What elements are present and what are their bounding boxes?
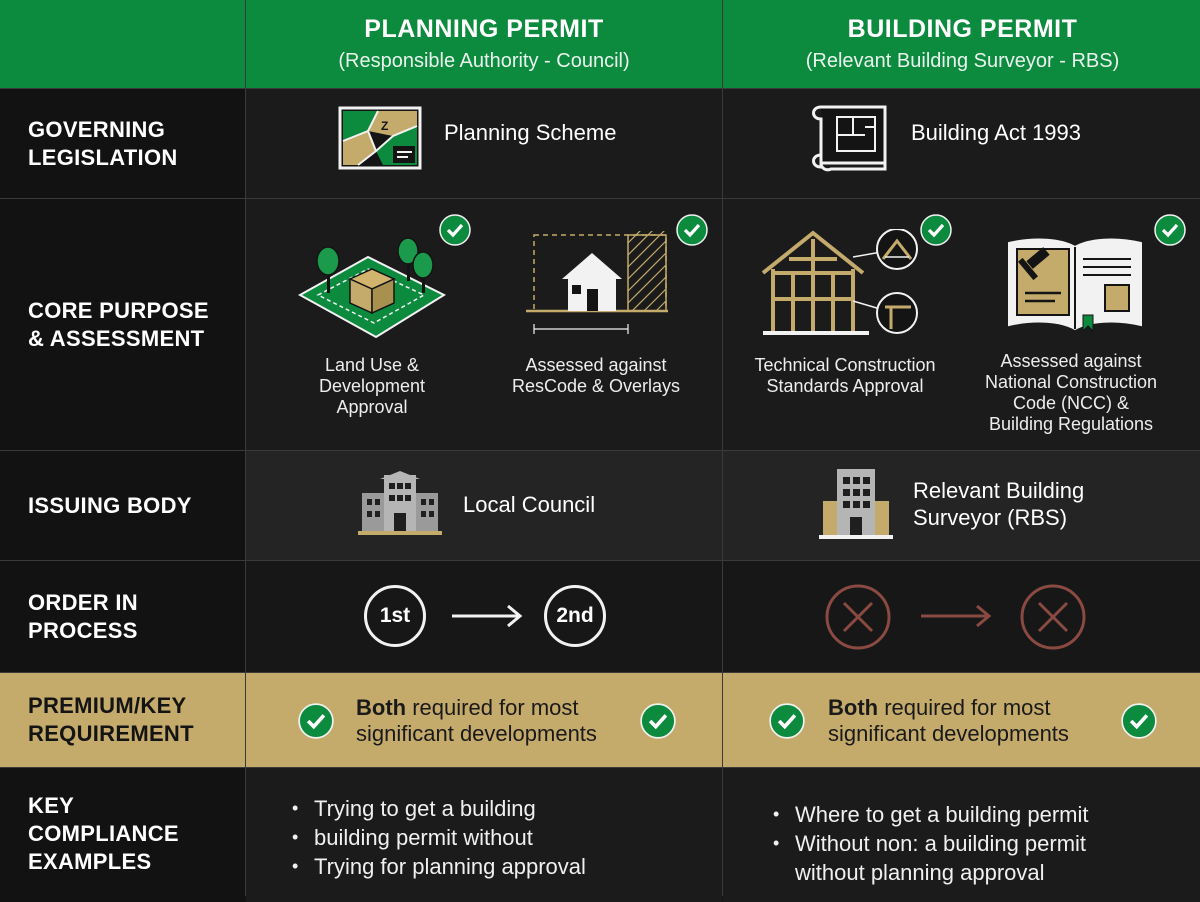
building-purpose-caption-2: Assessed against National Construction Code (NCC) & Building Regulations bbox=[984, 351, 1158, 434]
building-legislation-text: Building Act 1993 bbox=[911, 120, 1082, 145]
list-item: • Trying for planning approval bbox=[288, 852, 586, 881]
planning-subtitle: (Responsible Authority - Council) bbox=[338, 50, 630, 72]
cross-circle-icon bbox=[1020, 584, 1086, 650]
planning-premium-cell bbox=[246, 673, 722, 767]
timber-frame-icon bbox=[759, 229, 921, 341]
check-icon bbox=[1121, 703, 1157, 739]
row-label-issuing: ISSUING BODY bbox=[0, 451, 245, 560]
building-purpose-cell bbox=[723, 199, 1200, 450]
planning-compliance-cell bbox=[246, 768, 722, 902]
building-legislation-cell bbox=[723, 89, 1200, 198]
building-premium-cell bbox=[723, 673, 1200, 767]
building-issuing-cell bbox=[723, 451, 1200, 560]
land-lot-icon bbox=[298, 237, 448, 341]
planning-header bbox=[246, 0, 722, 88]
blueprint-icon bbox=[807, 101, 891, 175]
building-subtitle: (Relevant Building Surveyor - RBS) bbox=[805, 50, 1120, 72]
building-order-cell bbox=[723, 561, 1200, 672]
building-title: BUILDING PERMIT bbox=[847, 15, 1078, 43]
check-icon bbox=[676, 214, 708, 246]
council-building-icon bbox=[358, 471, 442, 539]
arrow-right-icon bbox=[919, 603, 993, 629]
office-building-icon bbox=[819, 465, 893, 541]
map-letter: Z bbox=[381, 119, 389, 133]
premium-line2: significant developments bbox=[828, 721, 1069, 746]
building-compliance-cell bbox=[723, 768, 1200, 902]
building-issuing-text: Relevant Building Surveyor (RBS) bbox=[913, 478, 1085, 530]
step-second-badge: 2nd bbox=[544, 585, 606, 647]
planning-purpose-caption-1: Land Use & Development Approval bbox=[318, 355, 426, 417]
header-corner bbox=[0, 0, 245, 88]
row-label-legislation: GOVERNING LEGISLATION bbox=[0, 89, 245, 198]
planning-order-cell bbox=[246, 561, 722, 672]
planning-purpose-caption-2: Assessed against ResCode & Overlays bbox=[511, 355, 681, 396]
building-compliance-list bbox=[769, 800, 1089, 887]
building-purpose-caption-1: Technical Construction Standards Approval bbox=[754, 355, 936, 396]
row-label-premium: PREMIUM/KEY REQUIREMENT bbox=[0, 673, 245, 767]
step-first-badge: 1st bbox=[364, 585, 426, 647]
premium-bold: Both bbox=[828, 695, 879, 720]
house-setback-icon bbox=[524, 231, 670, 341]
code-book-icon bbox=[1005, 235, 1145, 335]
check-icon bbox=[298, 703, 334, 739]
check-icon bbox=[640, 703, 676, 739]
row-label-compliance: KEY COMPLIANCE EXAMPLES bbox=[0, 768, 245, 902]
row-label-order: ORDER IN PROCESS bbox=[0, 561, 245, 672]
list-item: • Where to get a building permit bbox=[769, 800, 1089, 829]
cross-circle-icon bbox=[825, 584, 891, 650]
premium-line2: significant developments bbox=[356, 721, 597, 746]
arrow-right-icon bbox=[450, 603, 524, 629]
planning-purpose-cell bbox=[246, 199, 722, 450]
premium-line1: required for most bbox=[406, 695, 579, 720]
list-item: • Trying to get a building bbox=[288, 794, 586, 823]
zoning-map-icon bbox=[338, 106, 422, 170]
premium-bold: Both bbox=[356, 695, 407, 720]
list-item: • building permit without bbox=[288, 823, 586, 852]
check-icon bbox=[1154, 214, 1186, 246]
planning-legislation-cell bbox=[246, 89, 722, 198]
check-icon bbox=[769, 703, 805, 739]
list-item: • Without non: a building permit without planning approval bbox=[769, 829, 1089, 887]
planning-title: PLANNING PERMIT bbox=[364, 15, 604, 43]
planning-issuing-cell bbox=[246, 451, 722, 560]
check-icon bbox=[920, 214, 952, 246]
premium-line1: required for most bbox=[878, 695, 1051, 720]
building-header bbox=[723, 0, 1200, 88]
planning-legislation-text: Planning Scheme bbox=[444, 120, 617, 145]
planning-issuing-text: Local Council bbox=[463, 492, 596, 517]
planning-compliance-list bbox=[288, 794, 586, 881]
row-label-purpose: CORE PURPOSE & ASSESSMENT bbox=[0, 199, 245, 450]
